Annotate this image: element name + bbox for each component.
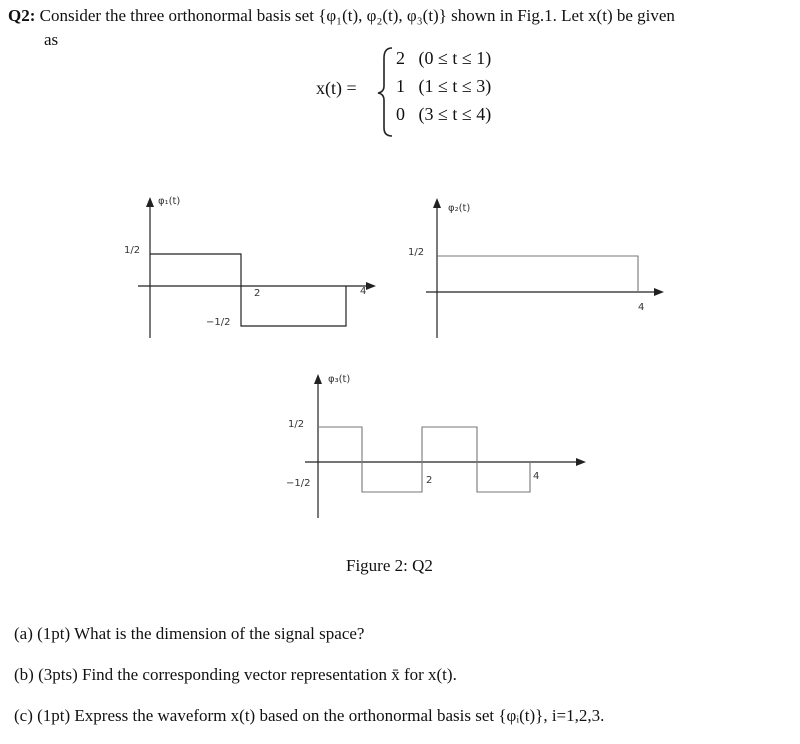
figure-caption: Figure 2: Q2: [346, 556, 433, 575]
phi1-waveform: [150, 254, 346, 326]
question-text: Consider the three orthonormal basis set {φ₁(t), φ₂(t), φ₃(t)} shown in Fig.1. Let x(t) be given: [39, 6, 675, 25]
phi2-y-arrow: [433, 198, 441, 208]
phi3-waveform: [318, 427, 530, 492]
question-line-2: as: [44, 30, 59, 49]
phi3-t4-label: 4: [533, 471, 540, 482]
case-value: 0: [396, 104, 405, 124]
phi1-pos-half-label: 1/2: [124, 245, 141, 256]
case-range: (3 ≤ t ≤ 4): [418, 104, 492, 124]
part-c: [14, 706, 604, 726]
phi3-title: φ₃(t): [328, 374, 351, 385]
phi2-t4-label: 4: [638, 302, 645, 313]
question-label: Q2:: [8, 6, 36, 25]
phi3-t2-label: 2: [426, 475, 433, 486]
phi1-neg-half-label: −1/2: [206, 317, 231, 328]
part-a: [14, 624, 364, 644]
phi1-t4-label: 4: [360, 286, 367, 297]
phi2-title: φ₂(t): [448, 203, 471, 214]
phi3-neg-half-label: −1/2: [286, 478, 311, 489]
phi3-plot: [305, 374, 586, 518]
part-b: [14, 665, 457, 685]
case-value: 1: [396, 76, 405, 96]
case-value: 2: [396, 48, 405, 68]
part-text: (1pt) What is the dimension of the signal space?: [37, 624, 365, 643]
phi3-x-arrow: [576, 458, 586, 466]
phi2-pos-half-label: 1/2: [408, 247, 425, 258]
phi1-title: φ₁(t): [158, 196, 181, 207]
phi1-x-arrow: [366, 282, 376, 290]
phi3-y-arrow: [314, 374, 322, 384]
part-label: (a): [14, 624, 33, 643]
case-range: (1 ≤ t ≤ 3): [418, 76, 492, 96]
phi1-plot: [138, 197, 376, 338]
phi3-pos-half-label: 1/2: [288, 419, 305, 430]
part-label: (b): [14, 665, 34, 684]
part-text: (3pts) Find the corresponding vector representation x̄ for x(t).: [38, 665, 457, 684]
part-text: (1pt) Express the waveform x(t) based on the orthonormal basis set {φᵢ(t)}, i=1,2,3.: [37, 706, 605, 725]
equation-lhs: x(t) =: [316, 78, 357, 98]
phi1-t2-label: 2: [254, 288, 261, 299]
part-label: (c): [14, 706, 33, 725]
phi1-y-arrow: [146, 197, 154, 207]
phi2-waveform: [437, 256, 638, 292]
case-range: (0 ≤ t ≤ 1): [418, 48, 492, 68]
phi2-x-arrow: [654, 288, 664, 296]
phi2-plot: [426, 198, 664, 338]
